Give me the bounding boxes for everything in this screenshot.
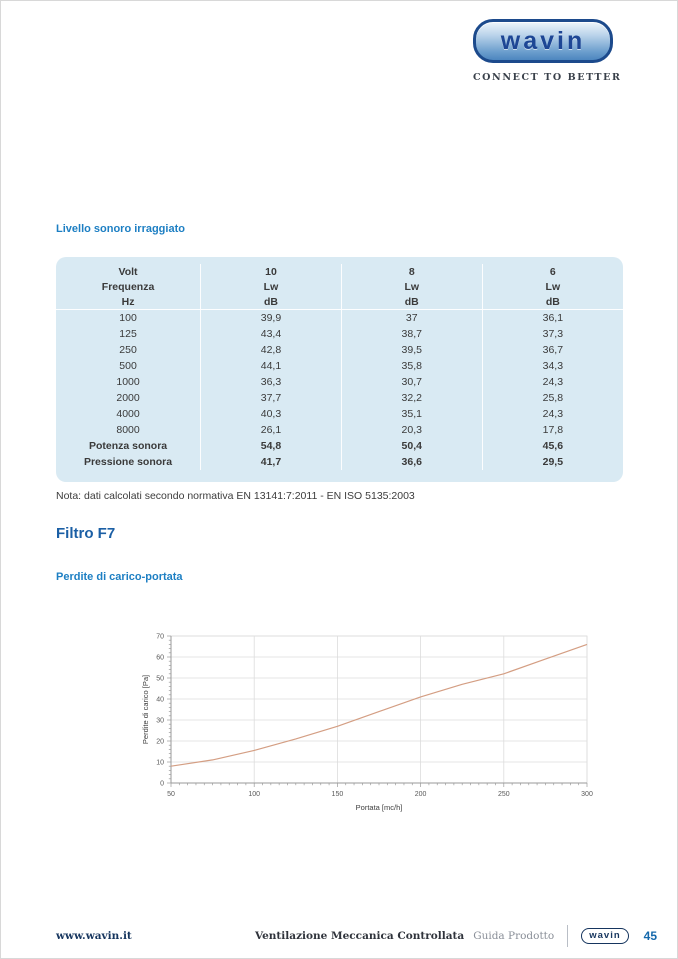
wavin-logo-text: wavin — [500, 26, 586, 55]
table-cell: 43,4 — [201, 326, 342, 342]
table-cell: 42,8 — [201, 342, 342, 358]
table-header-cell: 10 — [201, 264, 342, 279]
table-row — [56, 342, 623, 358]
table-header-cell: Hz — [56, 294, 201, 310]
x-tick-label: 250 — [497, 791, 510, 798]
table-cell: 37,3 — [482, 326, 623, 342]
table-header-row — [56, 279, 623, 294]
table-cell: 8000 — [116, 424, 140, 436]
table-cell: 4000 — [116, 408, 140, 420]
table-cell: 40,3 — [201, 406, 342, 422]
y-tick-label: 60 — [156, 654, 164, 662]
brand-tagline: CONNECT TO BETTER — [473, 72, 622, 83]
table-cell: 500 — [119, 360, 137, 372]
footer-doc-subtitle: Guida Prodotto — [473, 930, 555, 942]
footer-url[interactable]: www.wavin.it — [56, 930, 132, 942]
table-header-cell: Lw — [341, 279, 482, 294]
table-header-cell: 6 — [482, 264, 623, 279]
table-cell: 125 — [119, 328, 137, 340]
table-row — [56, 310, 623, 327]
table-row — [56, 438, 623, 454]
table-cell: 38,7 — [341, 326, 482, 342]
wavin-logo — [473, 19, 613, 63]
data-line — [171, 644, 587, 766]
y-tick-label: 40 — [156, 696, 164, 704]
x-tick-label: 300 — [581, 791, 593, 798]
table-row — [56, 374, 623, 390]
table-cell: 41,7 — [201, 454, 342, 470]
table-header-cell: Volt — [118, 265, 138, 278]
table-header-cell: dB — [482, 294, 623, 310]
table-cell: 36,7 — [482, 342, 623, 358]
sound-section-title: Livello sonoro irraggiato — [56, 223, 185, 235]
table-cell: 32,2 — [341, 390, 482, 406]
table-row — [56, 358, 623, 374]
table-cell: 37,7 — [201, 390, 342, 406]
table-row — [56, 390, 623, 406]
table-cell: 36,6 — [341, 454, 482, 470]
table-cell: 24,3 — [482, 374, 623, 390]
table-header-row — [56, 264, 623, 279]
footer-wavin-logo: wavin — [581, 928, 628, 944]
x-tick-label: 150 — [331, 791, 344, 798]
table-note: Nota: dati calcolati secondo normativa EN 13141:7:2011 - EN ISO 5135:2003 — [56, 490, 415, 502]
table-row — [56, 406, 623, 422]
table-row — [56, 422, 623, 438]
brand-block — [473, 19, 622, 83]
table-header-cell: dB — [201, 294, 342, 310]
table-cell: 100 — [119, 312, 137, 324]
table-cell: Pressione sonora — [83, 456, 173, 468]
table-cell: 250 — [119, 344, 137, 356]
table-header-row — [56, 294, 623, 310]
table-cell: 24,3 — [482, 406, 623, 422]
table-header-cell: dB — [341, 294, 482, 310]
y-tick-label: 50 — [156, 675, 164, 683]
page-number: 45 — [643, 929, 657, 943]
filtro-title: Filtro F7 — [56, 525, 116, 542]
y-axis-label: Perdite di carico [Pa] — [141, 674, 150, 745]
table-cell: 36,3 — [201, 374, 342, 390]
y-tick-label: 30 — [156, 717, 164, 725]
footer-doc-title: Ventilazione Meccanica Controllata — [254, 930, 465, 942]
footer-right — [255, 925, 657, 947]
y-tick-label: 20 — [156, 738, 164, 746]
table-cell: 45,6 — [482, 438, 623, 454]
table-cell: 35,8 — [341, 358, 482, 374]
plot-border — [171, 636, 587, 783]
table-cell: 44,1 — [201, 358, 342, 374]
table-cell: Potenza sonora — [88, 440, 168, 452]
x-tick-label: 100 — [248, 791, 261, 798]
table-cell: 39,5 — [341, 342, 482, 358]
table-cell: 25,8 — [482, 390, 623, 406]
table-cell: 29,5 — [482, 454, 623, 470]
page-footer — [56, 925, 657, 947]
footer-divider — [567, 925, 568, 947]
sound-table-header — [56, 264, 623, 310]
table-header-cell: Frequenza — [101, 280, 155, 293]
filtro-subtitle: Perdite di carico-portata — [56, 571, 183, 583]
table-cell: 37 — [341, 310, 482, 327]
x-tick-label: 200 — [414, 791, 427, 798]
y-tick-label: 10 — [156, 759, 164, 767]
sound-table-body — [56, 310, 623, 471]
table-cell: 17,8 — [482, 422, 623, 438]
table-cell: 54,8 — [201, 438, 342, 454]
table-cell: 1000 — [116, 376, 140, 388]
y-tick-label: 70 — [156, 633, 164, 641]
x-axis-label: Portata [mc/h] — [355, 803, 403, 812]
table-cell: 36,1 — [482, 310, 623, 327]
table-row — [56, 454, 623, 470]
table-cell: 30,7 — [341, 374, 482, 390]
table-cell: 50,4 — [341, 438, 482, 454]
y-tick-label: 0 — [160, 780, 164, 788]
table-row — [56, 326, 623, 342]
table-header-cell: Lw — [482, 279, 623, 294]
table-cell: 34,3 — [482, 358, 623, 374]
table-header-cell: Lw — [201, 279, 342, 294]
table-cell: 35,1 — [341, 406, 482, 422]
table-cell: 2000 — [116, 392, 140, 404]
table-cell: 20,3 — [341, 422, 482, 438]
table-cell: 26,1 — [201, 422, 342, 438]
table-cell: 39,9 — [201, 310, 342, 327]
pressure-drop-chart — [139, 621, 609, 816]
sound-table — [56, 257, 623, 482]
table-header-cell: 8 — [341, 264, 482, 279]
x-tick-label: 50 — [167, 791, 175, 798]
